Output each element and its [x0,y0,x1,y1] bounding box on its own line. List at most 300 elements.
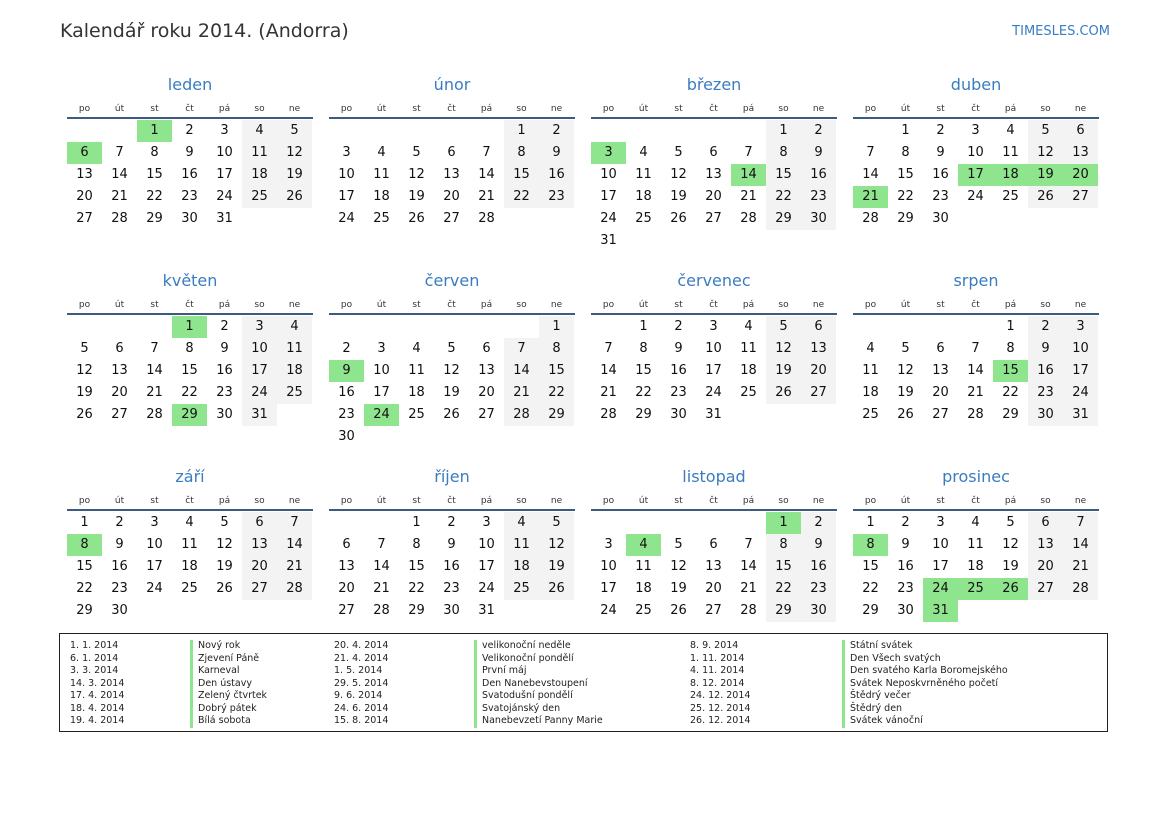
day-cell[interactable]: 19 [277,164,312,186]
day-cell[interactable]: 7 [115,145,124,160]
day-cell[interactable]: 7 [277,512,312,534]
day-cell[interactable]: 21 [504,382,539,404]
day-cell[interactable]: 5 [412,145,421,160]
day-cell[interactable]: 30 [181,211,198,226]
day-cell[interactable]: 5 [1006,515,1015,530]
day-cell[interactable]: 9 [115,537,124,552]
day-cell[interactable]: 6 [115,341,124,356]
day-cell[interactable]: 24 [216,189,233,204]
day-cell[interactable]: 9 [801,534,836,556]
day-cell[interactable]: 31 [478,603,495,618]
day-cell[interactable]: 3 [1063,316,1098,338]
day-cell[interactable]: 1 [866,515,875,530]
day-cell[interactable]: 27 [111,407,128,422]
day-cell[interactable]: 2 [539,120,574,142]
day-cell[interactable]: 25 [242,186,277,208]
day-cell[interactable]: 1 [639,319,648,334]
day-cell[interactable]: 1 [901,123,910,138]
day-cell[interactable]: 14 [862,167,879,182]
day-cell[interactable]: 30 [1028,404,1063,426]
day-cell[interactable]: 30 [111,603,128,618]
day-cell[interactable]: 2 [801,512,836,534]
day-cell[interactable]: 20 [338,581,355,596]
day-cell[interactable]: 9 [1028,338,1063,360]
day-cell[interactable]: 29 [146,211,163,226]
day-cell[interactable]: 15 [76,559,93,574]
day-cell[interactable]: 7 [744,145,753,160]
day-cell[interactable]: 9 [674,341,683,356]
day-cell[interactable]: 4 [971,515,980,530]
day-cell[interactable]: 25 [958,578,993,600]
day-cell[interactable]: 29 [539,404,574,426]
day-cell[interactable]: 30 [443,603,460,618]
day-cell[interactable]: 4 [744,319,753,334]
day-cell[interactable]: 23 [670,385,687,400]
day-cell[interactable]: 1 [1006,319,1015,334]
day-cell[interactable]: 11 [373,167,390,182]
day-cell[interactable]: 30 [801,208,836,230]
day-cell[interactable]: 7 [1063,512,1098,534]
day-cell[interactable]: 2 [220,319,229,334]
day-cell[interactable]: 24 [923,578,958,600]
day-cell[interactable]: 24 [338,211,355,226]
day-cell[interactable]: 6 [1063,120,1098,142]
day-cell[interactable]: 19 [1028,164,1063,186]
day-cell[interactable]: 11 [1002,145,1019,160]
day-cell[interactable]: 5 [277,120,312,142]
day-cell[interactable]: 18 [373,189,390,204]
day-cell[interactable]: 13 [705,559,722,574]
day-cell[interactable]: 12 [1002,537,1019,552]
day-cell[interactable]: 1 [766,120,801,142]
day-cell[interactable]: 12 [76,363,93,378]
day-cell[interactable]: 15 [146,167,163,182]
day-cell[interactable]: 10 [967,145,984,160]
day-cell[interactable]: 17 [600,581,617,596]
day-cell[interactable]: 19 [216,559,233,574]
day-cell[interactable]: 27 [932,407,949,422]
day-cell[interactable]: 2 [674,319,683,334]
day-cell[interactable]: 5 [674,537,683,552]
day-cell[interactable]: 26 [670,603,687,618]
day-cell[interactable]: 1 [766,512,801,534]
day-cell[interactable]: 6 [936,341,945,356]
day-cell[interactable]: 20 [76,189,93,204]
day-cell[interactable]: 22 [766,186,801,208]
day-cell[interactable]: 4 [277,316,312,338]
day-cell[interactable]: 2 [185,123,194,138]
day-cell[interactable]: 1 [172,316,207,338]
day-cell[interactable]: 3 [482,515,491,530]
day-cell[interactable]: 26 [766,382,801,404]
day-cell[interactable]: 15 [408,559,425,574]
day-cell[interactable]: 24 [242,382,277,404]
day-cell[interactable]: 25 [181,581,198,596]
day-cell[interactable]: 6 [342,537,351,552]
day-cell[interactable]: 22 [146,189,163,204]
day-cell[interactable]: 16 [801,556,836,578]
day-cell[interactable]: 26 [1028,186,1063,208]
day-cell[interactable]: 21 [740,189,757,204]
day-cell[interactable]: 20 [111,385,128,400]
day-cell[interactable]: 18 [181,559,198,574]
day-cell[interactable]: 12 [539,534,574,556]
day-cell[interactable]: 4 [377,145,386,160]
day-cell[interactable]: 14 [373,559,390,574]
day-cell[interactable]: 3 [936,515,945,530]
day-cell[interactable]: 28 [1063,578,1098,600]
day-cell[interactable]: 23 [216,385,233,400]
day-cell[interactable]: 8 [504,142,539,164]
day-cell[interactable]: 5 [80,341,89,356]
day-cell[interactable]: 1 [539,316,574,338]
day-cell[interactable]: 26 [443,407,460,422]
day-cell[interactable]: 4 [412,341,421,356]
day-cell[interactable]: 4 [626,534,661,556]
day-cell[interactable]: 21 [600,385,617,400]
day-cell[interactable]: 10 [705,341,722,356]
day-cell[interactable]: 22 [76,581,93,596]
day-cell[interactable]: 26 [408,211,425,226]
day-cell[interactable]: 6 [447,145,456,160]
day-cell[interactable]: 22 [181,385,198,400]
day-cell[interactable]: 19 [443,385,460,400]
day-cell[interactable]: 15 [539,360,574,382]
day-cell[interactable]: 18 [993,164,1028,186]
day-cell[interactable]: 6 [1028,512,1063,534]
day-cell[interactable]: 3 [220,123,229,138]
day-cell[interactable]: 21 [277,556,312,578]
day-cell[interactable]: 23 [801,578,836,600]
day-cell[interactable]: 6 [242,512,277,534]
day-cell[interactable]: 13 [478,363,495,378]
day-cell[interactable]: 12 [408,167,425,182]
day-cell[interactable]: 26 [993,578,1028,600]
day-cell[interactable]: 30 [801,600,836,622]
day-cell[interactable]: 12 [216,537,233,552]
day-cell[interactable]: 26 [76,407,93,422]
day-cell[interactable]: 15 [897,167,914,182]
day-cell[interactable]: 4 [185,515,194,530]
day-cell[interactable]: 29 [76,603,93,618]
day-cell[interactable]: 28 [967,407,984,422]
day-cell[interactable]: 27 [801,382,836,404]
day-cell[interactable]: 1 [80,515,89,530]
day-cell[interactable]: 27 [76,211,93,226]
day-cell[interactable]: 14 [731,164,766,186]
day-cell[interactable]: 2 [342,341,351,356]
day-cell[interactable]: 8 [853,534,888,556]
day-cell[interactable]: 30 [216,407,233,422]
day-cell[interactable]: 16 [338,385,355,400]
day-cell[interactable]: 14 [478,167,495,182]
day-cell[interactable]: 9 [220,341,229,356]
day-cell[interactable]: 13 [338,559,355,574]
day-cell[interactable]: 7 [866,145,875,160]
day-cell[interactable]: 5 [539,512,574,534]
day-cell[interactable]: 13 [76,167,93,182]
day-cell[interactable]: 30 [338,429,355,444]
day-cell[interactable]: 17 [338,189,355,204]
day-cell[interactable]: 28 [478,211,495,226]
day-cell[interactable]: 10 [373,363,390,378]
day-cell[interactable]: 28 [373,603,390,618]
day-cell[interactable]: 1 [504,120,539,142]
day-cell[interactable]: 25 [373,211,390,226]
day-cell[interactable]: 5 [220,515,229,530]
day-cell[interactable]: 10 [932,537,949,552]
day-cell[interactable]: 10 [600,559,617,574]
day-cell[interactable]: 24 [146,581,163,596]
day-cell[interactable]: 24 [967,189,984,204]
day-cell[interactable]: 10 [338,167,355,182]
day-cell[interactable]: 20 [705,189,722,204]
day-cell[interactable]: 22 [635,385,652,400]
day-cell[interactable]: 24 [705,385,722,400]
day-cell[interactable]: 9 [539,142,574,164]
day-cell[interactable]: 24 [600,603,617,618]
day-cell[interactable]: 7 [377,537,386,552]
day-cell[interactable]: 25 [1002,189,1019,204]
day-cell[interactable]: 6 [801,316,836,338]
day-cell[interactable]: 22 [504,186,539,208]
day-cell[interactable]: 3 [591,142,626,164]
day-cell[interactable]: 17 [373,385,390,400]
day-cell[interactable]: 26 [277,186,312,208]
day-cell[interactable]: 19 [1002,559,1019,574]
day-cell[interactable]: 23 [111,581,128,596]
day-cell[interactable]: 28 [740,603,757,618]
day-cell[interactable]: 8 [150,145,159,160]
day-cell[interactable]: 29 [766,600,801,622]
day-cell[interactable]: 31 [923,600,958,622]
day-cell[interactable]: 13 [242,534,277,556]
day-cell[interactable]: 7 [482,145,491,160]
day-cell[interactable]: 13 [1028,534,1063,556]
day-cell[interactable]: 13 [1063,142,1098,164]
day-cell[interactable]: 11 [740,341,757,356]
day-cell[interactable]: 21 [478,189,495,204]
day-cell[interactable]: 22 [1002,385,1019,400]
day-cell[interactable]: 31 [705,407,722,422]
day-cell[interactable]: 2 [801,120,836,142]
day-cell[interactable]: 23 [443,581,460,596]
day-cell[interactable]: 22 [539,382,574,404]
day-cell[interactable]: 10 [478,537,495,552]
day-cell[interactable]: 28 [600,407,617,422]
day-cell[interactable]: 31 [216,211,233,226]
day-cell[interactable]: 6 [709,537,718,552]
day-cell[interactable]: 15 [635,363,652,378]
day-cell[interactable]: 5 [766,316,801,338]
day-cell[interactable]: 27 [705,603,722,618]
day-cell[interactable]: 20 [705,581,722,596]
day-cell[interactable]: 28 [862,211,879,226]
day-cell[interactable]: 21 [967,385,984,400]
day-cell[interactable]: 5 [1028,120,1063,142]
day-cell[interactable]: 2 [901,515,910,530]
day-cell[interactable]: 13 [932,363,949,378]
day-cell[interactable]: 19 [408,189,425,204]
day-cell[interactable]: 17 [242,360,277,382]
day-cell[interactable]: 27 [443,211,460,226]
day-cell[interactable]: 25 [862,407,879,422]
day-cell[interactable]: 4 [639,145,648,160]
day-cell[interactable]: 9 [329,360,364,382]
day-cell[interactable]: 31 [600,233,617,248]
day-cell[interactable]: 10 [1063,338,1098,360]
day-cell[interactable]: 30 [932,211,949,226]
day-cell[interactable]: 6 [482,341,491,356]
day-cell[interactable]: 18 [635,189,652,204]
day-cell[interactable]: 11 [408,363,425,378]
day-cell[interactable]: 17 [146,559,163,574]
day-cell[interactable]: 3 [242,316,277,338]
day-cell[interactable]: 16 [216,363,233,378]
day-cell[interactable]: 28 [111,211,128,226]
day-cell[interactable]: 28 [740,211,757,226]
day-cell[interactable]: 8 [185,341,194,356]
day-cell[interactable]: 11 [862,363,879,378]
day-cell[interactable]: 12 [670,559,687,574]
day-cell[interactable]: 16 [443,559,460,574]
day-cell[interactable]: 3 [342,145,351,160]
day-cell[interactable]: 20 [1063,164,1098,186]
day-cell[interactable]: 21 [146,385,163,400]
day-cell[interactable]: 14 [600,363,617,378]
day-cell[interactable]: 20 [801,360,836,382]
day-cell[interactable]: 22 [862,581,879,596]
day-cell[interactable]: 20 [443,189,460,204]
day-cell[interactable]: 15 [766,164,801,186]
day-cell[interactable]: 18 [504,556,539,578]
day-cell[interactable]: 7 [150,341,159,356]
day-cell[interactable]: 5 [447,341,456,356]
day-cell[interactable]: 7 [604,341,613,356]
day-cell[interactable]: 29 [766,208,801,230]
day-cell[interactable]: 10 [146,537,163,552]
day-cell[interactable]: 1 [412,515,421,530]
day-cell[interactable]: 26 [670,211,687,226]
day-cell[interactable]: 7 [744,537,753,552]
day-cell[interactable]: 25 [504,578,539,600]
day-cell[interactable]: 23 [539,186,574,208]
day-cell[interactable]: 1 [137,120,172,142]
day-cell[interactable]: 29 [635,407,652,422]
day-cell[interactable]: 13 [443,167,460,182]
day-cell[interactable]: 7 [504,338,539,360]
day-cell[interactable]: 17 [958,164,993,186]
day-cell[interactable]: 8 [539,338,574,360]
day-cell[interactable]: 25 [277,382,312,404]
site-link[interactable]: TIMESLES.COM [1012,24,1110,39]
day-cell[interactable]: 23 [338,407,355,422]
day-cell[interactable]: 8 [412,537,421,552]
day-cell[interactable]: 10 [216,145,233,160]
day-cell[interactable]: 25 [408,407,425,422]
day-cell[interactable]: 25 [635,603,652,618]
day-cell[interactable]: 4 [504,512,539,534]
day-cell[interactable]: 14 [967,363,984,378]
day-cell[interactable]: 18 [635,581,652,596]
day-cell[interactable]: 18 [242,164,277,186]
day-cell[interactable]: 11 [181,537,198,552]
day-cell[interactable]: 8 [1006,341,1015,356]
day-cell[interactable]: 3 [377,341,386,356]
day-cell[interactable]: 2 [447,515,456,530]
day-cell[interactable]: 15 [993,360,1028,382]
day-cell[interactable]: 28 [504,404,539,426]
day-cell[interactable]: 9 [801,142,836,164]
day-cell[interactable]: 8 [766,534,801,556]
day-cell[interactable]: 19 [76,385,93,400]
day-cell[interactable]: 16 [670,363,687,378]
day-cell[interactable]: 22 [897,189,914,204]
day-cell[interactable]: 11 [635,559,652,574]
day-cell[interactable]: 26 [539,578,574,600]
day-cell[interactable]: 6 [67,142,102,164]
day-cell[interactable]: 12 [443,363,460,378]
day-cell[interactable]: 25 [740,385,757,400]
day-cell[interactable]: 14 [740,559,757,574]
day-cell[interactable]: 20 [932,385,949,400]
day-cell[interactable]: 20 [1028,556,1063,578]
day-cell[interactable]: 13 [801,338,836,360]
day-cell[interactable]: 13 [111,363,128,378]
day-cell[interactable]: 18 [862,385,879,400]
day-cell[interactable]: 29 [897,211,914,226]
day-cell[interactable]: 27 [1063,186,1098,208]
day-cell[interactable]: 16 [801,164,836,186]
day-cell[interactable]: 15 [181,363,198,378]
day-cell[interactable]: 3 [709,319,718,334]
day-cell[interactable]: 9 [901,537,910,552]
day-cell[interactable]: 22 [408,581,425,596]
day-cell[interactable]: 28 [277,578,312,600]
day-cell[interactable]: 16 [181,167,198,182]
day-cell[interactable]: 23 [1028,382,1063,404]
day-cell[interactable]: 27 [242,578,277,600]
day-cell[interactable]: 12 [277,142,312,164]
day-cell[interactable]: 29 [1002,407,1019,422]
day-cell[interactable]: 2 [115,515,124,530]
day-cell[interactable]: 5 [674,145,683,160]
day-cell[interactable]: 27 [338,603,355,618]
day-cell[interactable]: 16 [1028,360,1063,382]
day-cell[interactable]: 15 [766,556,801,578]
day-cell[interactable]: 13 [705,167,722,182]
day-cell[interactable]: 20 [478,385,495,400]
day-cell[interactable]: 12 [766,338,801,360]
day-cell[interactable]: 16 [539,164,574,186]
day-cell[interactable]: 18 [967,559,984,574]
day-cell[interactable]: 29 [172,404,207,426]
day-cell[interactable]: 11 [277,338,312,360]
day-cell[interactable]: 8 [67,534,102,556]
day-cell[interactable]: 15 [862,559,879,574]
day-cell[interactable]: 30 [897,603,914,618]
day-cell[interactable]: 9 [185,145,194,160]
day-cell[interactable]: 4 [1006,123,1015,138]
day-cell[interactable]: 27 [705,211,722,226]
day-cell[interactable]: 25 [635,211,652,226]
day-cell[interactable]: 19 [539,556,574,578]
day-cell[interactable]: 2 [1028,316,1063,338]
day-cell[interactable]: 17 [932,559,949,574]
day-cell[interactable]: 3 [971,123,980,138]
day-cell[interactable]: 16 [897,559,914,574]
day-cell[interactable]: 6 [709,145,718,160]
